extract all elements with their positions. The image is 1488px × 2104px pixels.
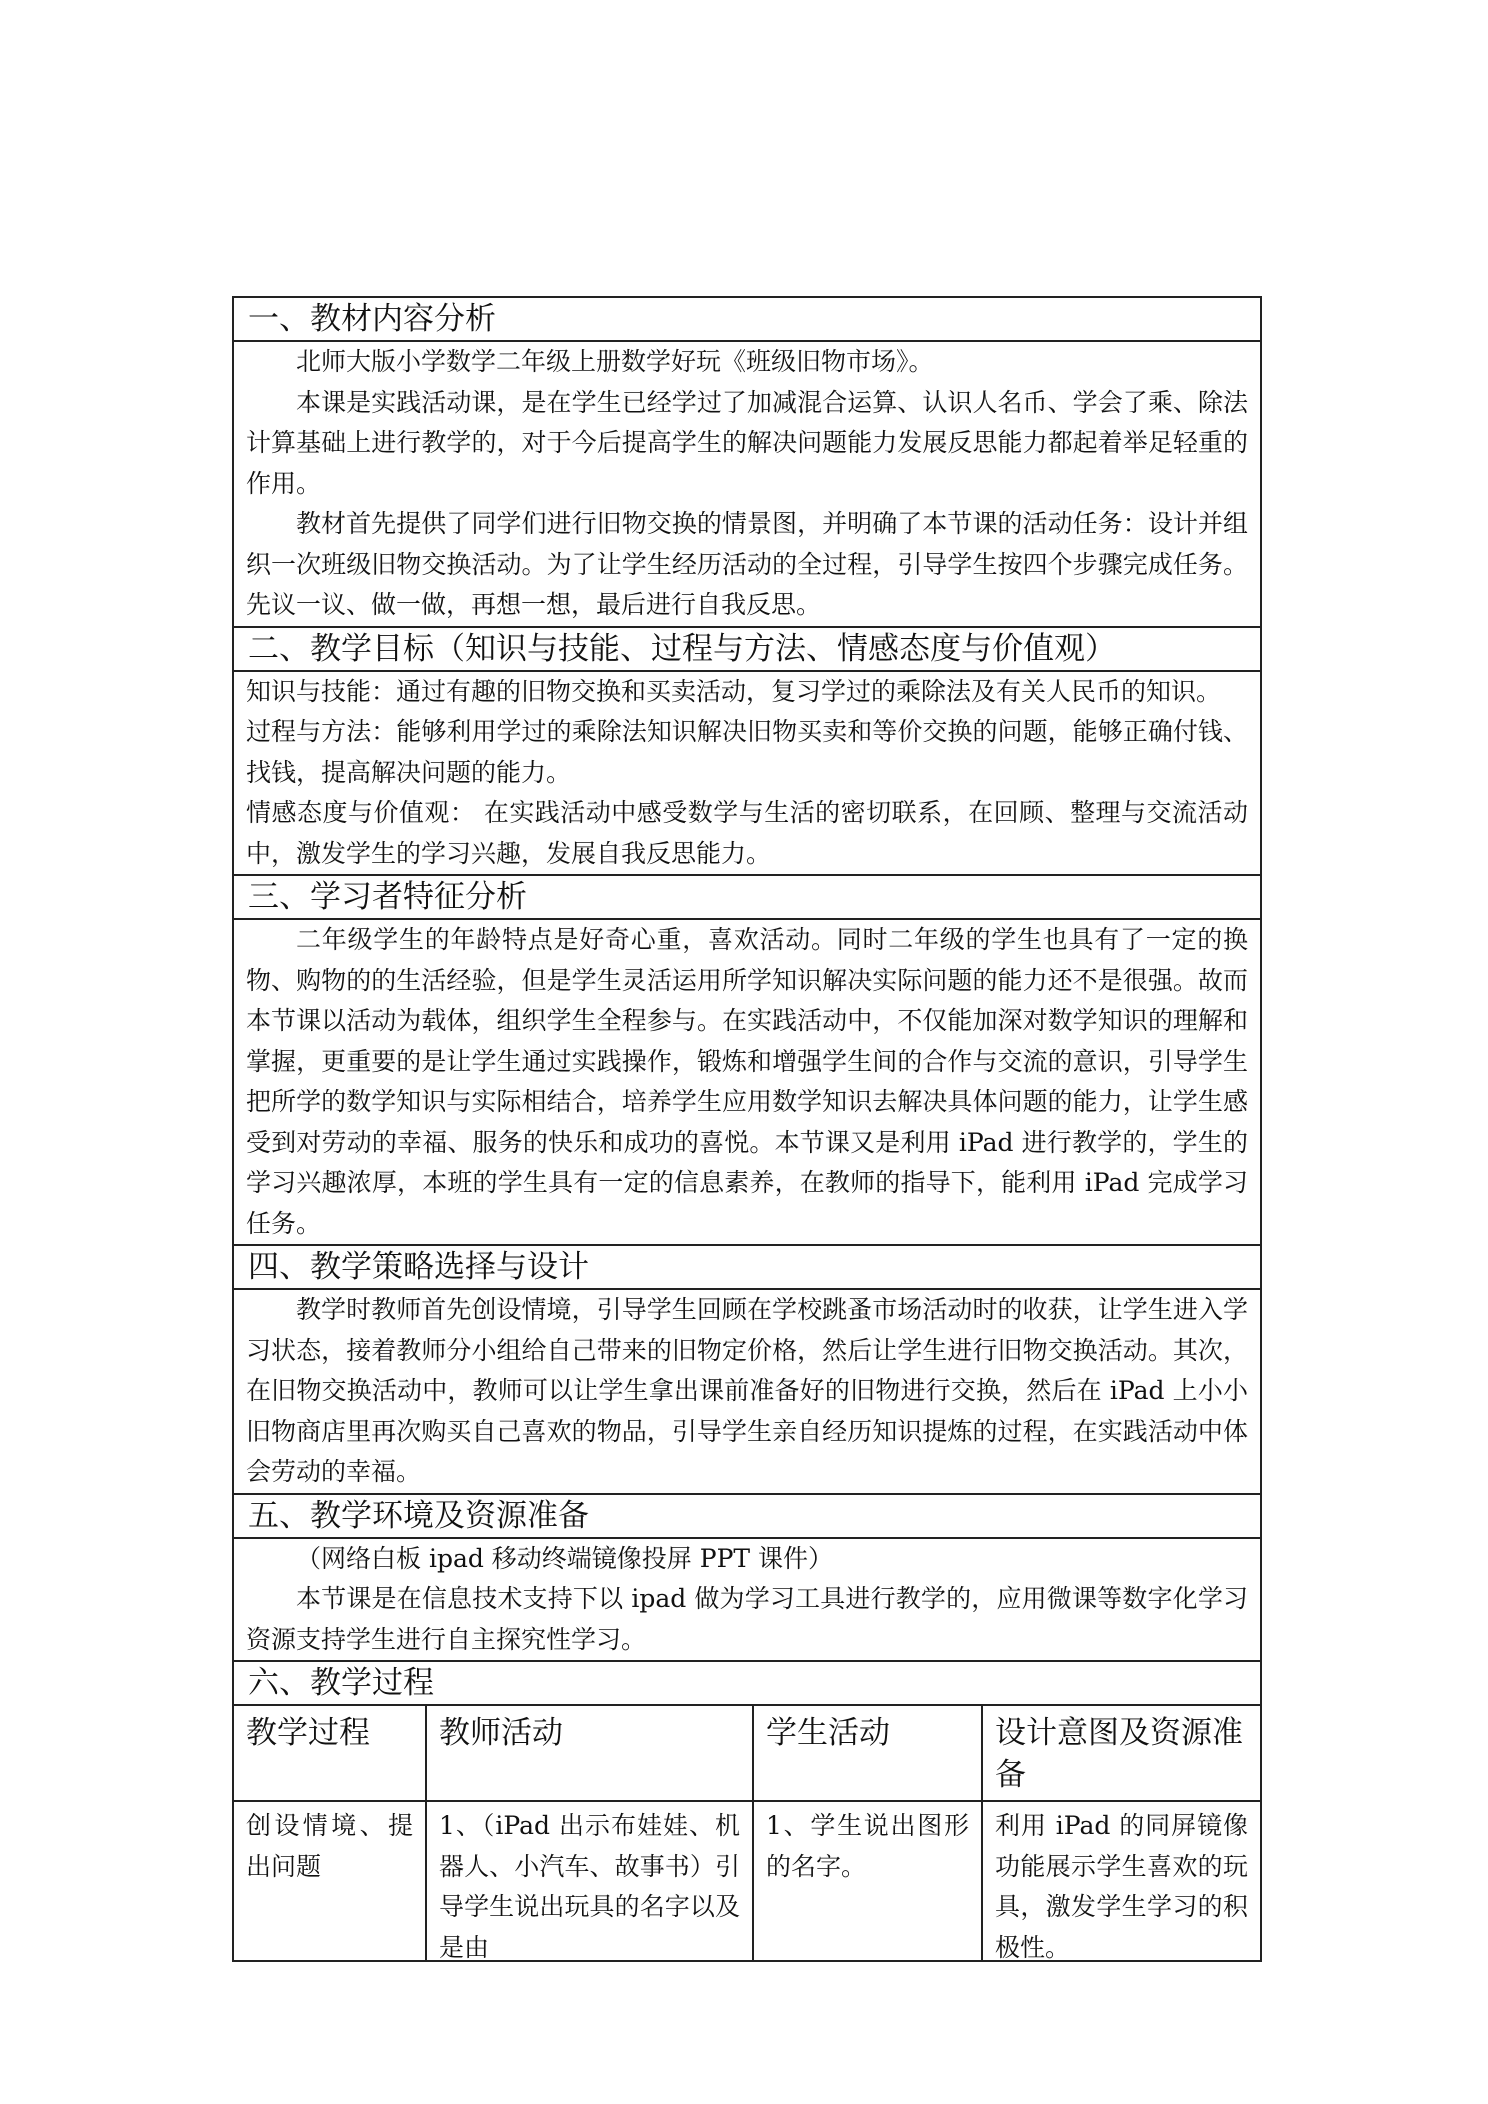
lesson-plan-table bbox=[232, 296, 1262, 1962]
paragraph: 北师大版小学数学二年级上册数学好玩《班级旧物市场》。 bbox=[296, 347, 934, 376]
section-heading-strategy: 四、教学策略选择与设计 bbox=[234, 1246, 1260, 1290]
cell-stage: 创设情境、提出问题 bbox=[234, 1802, 427, 1960]
paragraph: 情感态度与价值观： 在实践活动中感受数学与生活的密切联系，在回顾、整理与交流活动中，激发学生的学习兴趣，发展自我反思能力。 bbox=[246, 798, 1248, 868]
section-heading-environment: 五、教学环境及资源准备 bbox=[234, 1495, 1260, 1539]
column-header-teacher: 教师活动 bbox=[427, 1706, 754, 1800]
section-heading-objectives: 二、教学目标（知识与技能、过程与方法、情感态度与价值观） bbox=[234, 628, 1260, 672]
column-header-stage: 教学过程 bbox=[234, 1706, 427, 1800]
section-body-learners bbox=[234, 920, 1260, 1246]
paragraph: 教学时教师首先创设情境，引导学生回顾在学校跳蚤市场活动时的收获，让学生进入学习状态，接着教师分小组给自己带来的旧物定价格，然后让学生进行旧物交换活动。其次，在旧物交换活动中，教师可以让学生拿出课前准备好的旧物进行交换，然后在 iPad 上小小旧物商店里再次购买自己喜欢的物品，引导学生亲自经历知识提炼的过程，在实践活动中体会劳动的幸福。 bbox=[246, 1295, 1248, 1486]
paragraph: 本课是实践活动课，是在学生已经学过了加减混合运算、认识人名币、学会了乘、除法计算基础上进行教学的，对于今后提高学生的解决问题能力发展反思能力都起着举足轻重的作用。 bbox=[246, 387, 1248, 498]
column-header-intent: 设计意图及资源准备 bbox=[995, 1715, 1243, 1793]
cell-student-activity: 1、学生说出图形的名字。 bbox=[754, 1802, 983, 1960]
paragraph: 教材首先提供了同学们进行旧物交换的情景图，并明确了本节课的活动任务：设计并组织一次班级旧物交换活动。为了让学生经历活动的全过程，引导学生按四个步骤完成任务。先议一议、做一做，再想一想，最后进行自我反思。 bbox=[246, 509, 1248, 619]
cell-teacher-activity: 1、（iPad 出示布娃娃、机器人、小汽车、故事书）引导学生说出玩具的名字以及是由 bbox=[427, 1802, 754, 1960]
section-body-strategy bbox=[234, 1290, 1260, 1495]
section-body-materials bbox=[234, 342, 1260, 628]
section-heading-learners: 三、学习者特征分析 bbox=[234, 876, 1260, 920]
paragraph: 二年级学生的年龄特点是好奇心重，喜欢活动。同时二年级的学生也具有了一定的换物、购物的的生活经验，但是学生灵活运用所学知识解决实际问题的能力还不是很强。故而本节课以活动为载体，组织学生全程参与。在实践活动中，不仅能加深对数学知识的理解和掌握，更重要的是让学生通过实践操作，锻炼和增强学生间的合作与交流的意识，引导学生把所学的数学知识与实际相结合，培养学生应用数学知识去解决具体问题的能力，让学生感受到对劳动的幸福、服务的快乐和成功的喜悦。本节课又是利用 iPad 进行教学的，学生的学习兴趣浓厚，本班的学生具有一定的信息素养，在教师的指导下，能利用 iPad 完成学习任务。 bbox=[246, 925, 1248, 1238]
paragraph: （网络白板 ipad 移动终端镜像投屏 PPT 课件） bbox=[296, 1543, 834, 1573]
section-heading-process: 六、教学过程 bbox=[234, 1662, 1260, 1706]
section-body-objectives bbox=[234, 672, 1260, 877]
paragraph: 本节课是在信息技术支持下以 ipad 做为学习工具进行教学的，应用微课等数字化学习资源支持学生进行自主探究性学习。 bbox=[246, 1584, 1248, 1654]
process-table-header bbox=[234, 1706, 1260, 1802]
section-heading-materials: 一、教材内容分析 bbox=[234, 298, 1260, 342]
table-row bbox=[234, 1802, 1260, 1960]
section-body-environment bbox=[234, 1539, 1260, 1663]
cell-design-intent: 利用 iPad 的同屏镜像功能展示学生喜欢的玩具，激发学生学习的积极性。 bbox=[995, 1811, 1248, 1962]
paragraph: 过程与方法：能够利用学过的乘除法知识解决旧物买卖和等价交换的问题，能够正确付钱、找钱，提高解决问题的能力。 bbox=[246, 717, 1248, 787]
column-header-student: 学生活动 bbox=[754, 1706, 983, 1800]
paragraph: 知识与技能：通过有趣的旧物交换和买卖活动，复习学过的乘除法及有关人民币的知识。 bbox=[246, 676, 1222, 706]
